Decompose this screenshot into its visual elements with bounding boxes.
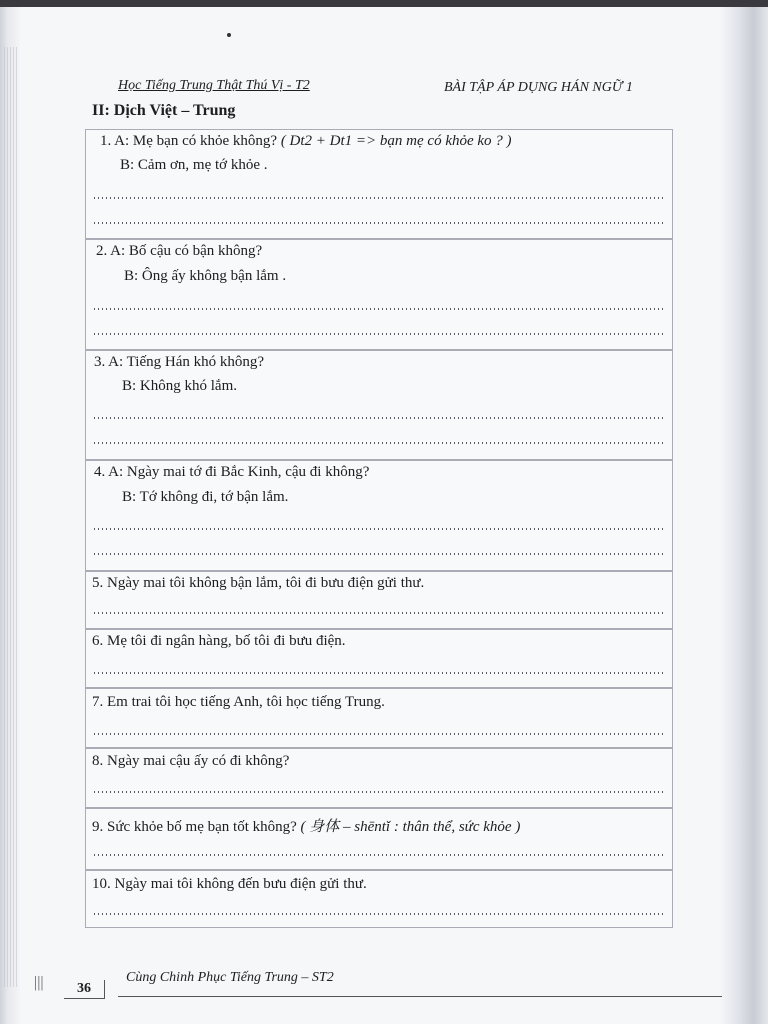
answer-line[interactable]	[94, 672, 664, 674]
exercise-2-line-b: B: Ông ấy không bận lắm .	[124, 268, 287, 284]
scan-top-edge	[0, 0, 768, 7]
exercise-4-line-a: 4. A: Ngày mai tớ đi Bắc Kinh, cậu đi không?	[94, 464, 370, 480]
answer-line[interactable]	[94, 308, 664, 310]
scan-speck	[227, 33, 231, 37]
answer-line[interactable]	[94, 612, 664, 614]
exercise-9	[85, 808, 673, 870]
answer-line[interactable]	[94, 854, 664, 856]
answer-line[interactable]	[94, 333, 664, 335]
answer-line[interactable]	[94, 791, 664, 793]
answer-line[interactable]	[94, 553, 664, 555]
exercise-3-line-a: 3. A: Tiếng Hán khó không?	[94, 354, 265, 370]
exercise-1	[85, 129, 673, 239]
answer-line[interactable]	[94, 442, 664, 444]
book-right-edge	[720, 7, 768, 1024]
exercise-10	[85, 870, 673, 928]
exercise-8	[85, 748, 673, 808]
exercise-4	[85, 460, 673, 571]
header-section-title: BÀI TẬP ÁP DỤNG HÁN NGỮ 1	[444, 80, 633, 95]
exercise-1-hint: ( Dt2 + Dt1 => bạn mẹ có khỏe ko ? )	[280, 133, 512, 149]
answer-line[interactable]	[94, 197, 664, 199]
footer-rule	[118, 996, 722, 997]
exercise-6	[85, 629, 673, 688]
exercise-9-line-a: 9. Sức khỏe bố mẹ bạn tốt không? ( 身体 – shēntǐ : thân thể, sức khỏe )	[92, 819, 521, 835]
answer-line[interactable]	[94, 528, 664, 530]
exercise-4-line-b: B: Tớ không đi, tớ bận lắm.	[122, 489, 289, 505]
exercise-1-line-b: B: Cảm ơn, mẹ tớ khỏe .	[120, 157, 268, 173]
exercise-8-line-a: 8. Ngày mai cậu ấy có đi không?	[92, 753, 290, 769]
answer-line[interactable]	[94, 417, 664, 419]
exercise-9-hint: ( 身体 – shēntǐ : thân thể, sức khỏe )	[300, 819, 521, 835]
answer-line[interactable]	[94, 913, 664, 915]
exercise-7-line-a: 7. Em trai tôi học tiếng Anh, tôi học tiếng Trung.	[92, 694, 385, 710]
footer-text: Cùng Chinh Phục Tiếng Trung – ST2	[126, 970, 334, 985]
footer-ornament: |||	[34, 974, 44, 991]
header-book-title: Học Tiếng Trung Thật Thú Vị - T2	[118, 78, 310, 93]
exercise-2	[85, 239, 673, 350]
exercise-5	[85, 571, 673, 629]
section-title: II: Dịch Việt – Trung	[92, 102, 236, 119]
answer-line[interactable]	[94, 222, 664, 224]
exercise-10-line-a: 10. Ngày mai tôi không đến bưu điện gửi thư.	[92, 876, 367, 892]
exercise-1-line-a: 1. A: Mẹ bạn có khỏe không? ( Dt2 + Dt1 => bạn mẹ có khỏe ko ? )	[100, 133, 512, 149]
page-number: 36	[64, 980, 105, 999]
exercise-6-line-a: 6. Mẹ tôi đi ngân hàng, bố tôi đi bưu điện.	[92, 633, 346, 649]
book-spine-edge	[0, 7, 20, 1024]
exercise-3	[85, 350, 673, 460]
exercise-5-line-a: 5. Ngày mai tôi không bận lắm, tôi đi bưu điện gửi thư.	[92, 575, 425, 591]
exercise-2-line-a: 2. A: Bố cậu có bận không?	[96, 243, 263, 259]
exercise-7	[85, 688, 673, 748]
exercise-3-line-b: B: Không khó lắm.	[122, 378, 237, 394]
answer-line[interactable]	[94, 733, 664, 735]
